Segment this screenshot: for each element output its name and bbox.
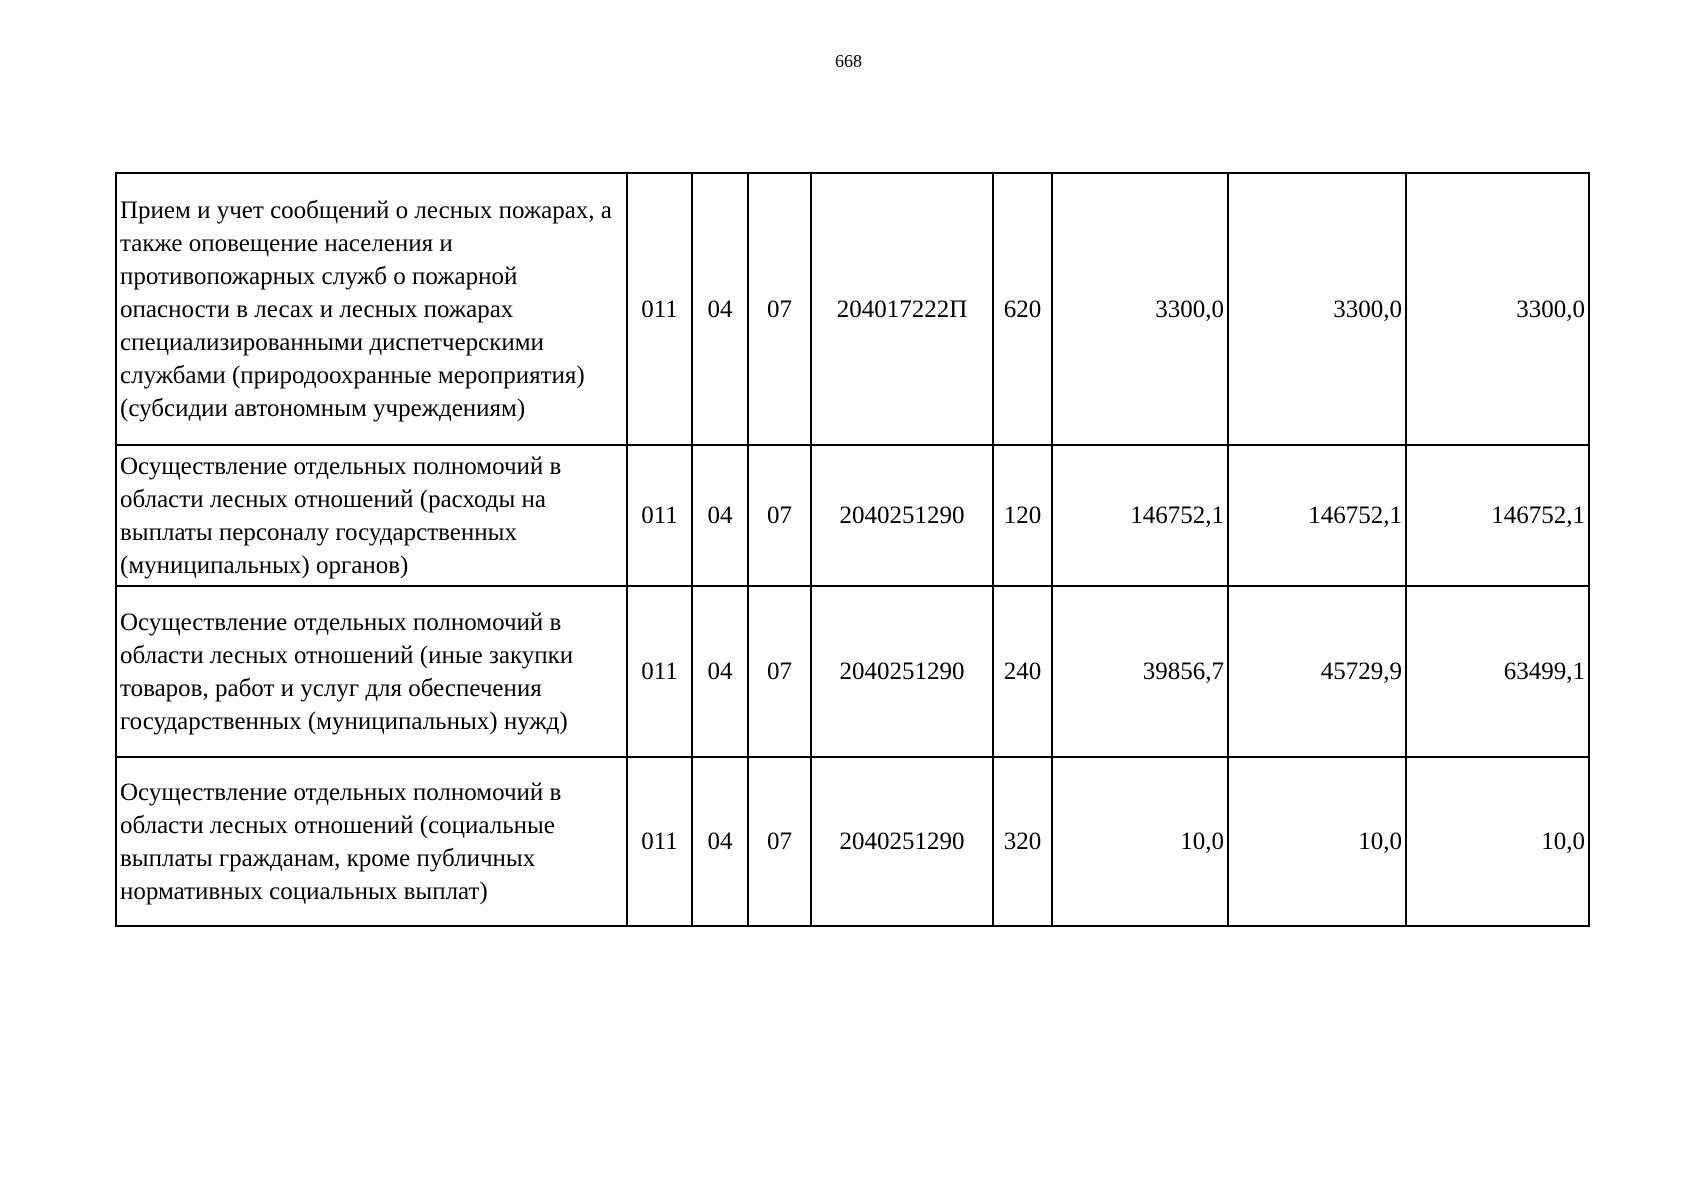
amount-year-2: 3300,0: [1228, 173, 1406, 445]
amount-year-3: 146752,1: [1406, 445, 1589, 586]
subsection-code: 07: [748, 173, 811, 445]
expense-type-code: 320: [993, 757, 1052, 926]
row-description: Прием и учет сообщений о лесных пожарах, а также оповещение населения и противопожарных служб о пожарной опасности в лесах и лесных пожарах специализированными диспетчерскими службами (природоохранные мероприятия) (субсидии автономным учреждениям): [116, 173, 627, 445]
amount-year-1: 10,0: [1052, 757, 1228, 926]
target-article-code: 2040251290: [811, 445, 993, 586]
ministry-code: 011: [627, 445, 692, 586]
ministry-code: 011: [627, 757, 692, 926]
ministry-code: 011: [627, 586, 692, 757]
section-code: 04: [692, 445, 748, 586]
table-row: [116, 757, 1589, 926]
amount-year-3: 3300,0: [1406, 173, 1589, 445]
amount-year-3: 10,0: [1406, 757, 1589, 926]
page-number: 668: [835, 51, 862, 71]
amount-year-1: 146752,1: [1052, 445, 1228, 586]
amount-year-1: 3300,0: [1052, 173, 1228, 445]
amount-year-1: 39856,7: [1052, 586, 1228, 757]
ministry-code: 011: [627, 173, 692, 445]
target-article-code: 204017222П: [811, 173, 993, 445]
subsection-code: 07: [748, 445, 811, 586]
amount-year-2: 45729,9: [1228, 586, 1406, 757]
row-description: Осуществление отдельных полномочий в области лесных отношений (расходы на выплаты персоналу государственных (муниципальных) органов): [116, 445, 627, 586]
section-code: 04: [692, 757, 748, 926]
subsection-code: 07: [748, 586, 811, 757]
table-row: [116, 445, 1589, 586]
row-description: Осуществление отдельных полномочий в области лесных отношений (социальные выплаты гражданам, кроме публичных нормативных социальных выплат): [116, 757, 627, 926]
section-code: 04: [692, 173, 748, 445]
table-row: [116, 586, 1589, 757]
section-code: 04: [692, 586, 748, 757]
target-article-code: 2040251290: [811, 757, 993, 926]
budget-table: [115, 172, 1590, 927]
row-description: Осуществление отдельных полномочий в области лесных отношений (иные закупки товаров, работ и услуг для обеспечения государственных (муниципальных) нужд): [116, 586, 627, 757]
expense-type-code: 620: [993, 173, 1052, 445]
expense-type-code: 240: [993, 586, 1052, 757]
amount-year-2: 10,0: [1228, 757, 1406, 926]
table-row: [116, 173, 1589, 445]
subsection-code: 07: [748, 757, 811, 926]
expense-type-code: 120: [993, 445, 1052, 586]
amount-year-2: 146752,1: [1228, 445, 1406, 586]
amount-year-3: 63499,1: [1406, 586, 1589, 757]
target-article-code: 2040251290: [811, 586, 993, 757]
